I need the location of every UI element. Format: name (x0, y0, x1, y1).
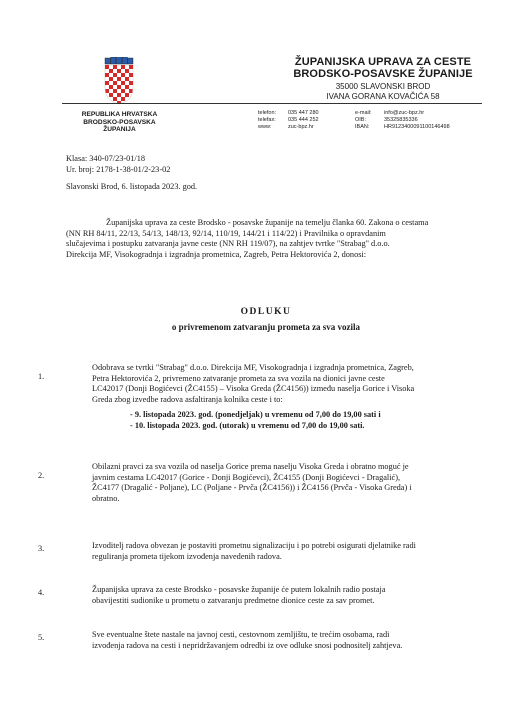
contact-values-left (288, 110, 319, 130)
item-line: obratno. (92, 493, 120, 503)
item-number: 1. (38, 372, 45, 381)
contact-label: telefax: (258, 116, 276, 123)
contact-label: IBAN: (355, 123, 370, 130)
item-number: 4. (38, 588, 45, 597)
address-line2: IVANA GORANA KOVAČIĆA 58 (326, 91, 440, 101)
closure-date-1: - 9. listopada 2023. god. (ponedjeljak) u vremenu od 7,00 do 19,00 sati i (130, 410, 381, 419)
contact-label: e-mail: (355, 110, 372, 116)
urbroj-text: Ur. broj: 2178-1-38-01/2-23-02 (66, 164, 171, 174)
intro-paragraph (66, 218, 466, 260)
contact-labels-left (258, 110, 276, 130)
item-text (92, 541, 466, 562)
croatian-coat-of-arms-icon (104, 57, 134, 105)
reference-block (66, 154, 170, 175)
contact-labels-right (355, 110, 372, 130)
item-number: 3. (38, 544, 45, 553)
item-line: obavijestiti sudionike u prometu o zatvaranju predmetne dionice ceste za sav promet. (92, 595, 375, 605)
fax-value: 035 444 252 (288, 116, 319, 123)
item-text (92, 585, 466, 606)
phone-value: 035 447 280 (288, 110, 319, 116)
item-text (92, 630, 466, 651)
klasa-text: Klasa: 340-07/23-01/18 (66, 154, 146, 163)
iban-value: HR9123400091100146498 (384, 123, 450, 130)
item-line: ŽC4177 (Dragalić - Poljane), LC (Poljane - Prvča (ŽC4156)) i ŽC4156 (Prvča - Visoka Greda) i (92, 483, 412, 493)
decision-subtitle: o privremenom zatvaranju prometa za sva vozila (171, 322, 361, 332)
item-line: Odobrava se tvrtki "Strabag" d.o.o. Direkcija MF, Visokogradnja i izgradnja prometnica, Zagreb, (92, 363, 414, 372)
intro-line: slučajevima i postupku zatvaranja javne ceste (NN RH 119/07), na zahtjev tvrtke "Strabag" d.o.o. (66, 239, 390, 249)
item-text (92, 462, 466, 504)
item-line: LC42017 (Donji Bogićevci (ŽC4155) – Visoka Greda (ŽC4156)) između naselja Gorice i Visoka (92, 384, 415, 394)
intro-line: Direkcija MF, Visokogradnja i izgradnja prometnica, Zagreb, Petra Hektorovića 2, donosi: (66, 249, 367, 259)
intro-line: (NN RH 84/11, 22/13, 54/13, 148/13, 92/14, 110/19, 144/21 i 114/22) i Pravilnika o opravdanim (66, 228, 386, 238)
address-line1: 35000 SLAVONSKI BROD (335, 82, 431, 91)
contact-label: telefon: (258, 110, 277, 116)
contact-label: www: (258, 123, 272, 130)
decision-title: ODLUKU (240, 307, 292, 317)
institution-title-line2: BRODSKO-POSAVSKE ŽUPANIJE (293, 68, 473, 80)
oib-value: 35325835336 (384, 116, 418, 123)
item-line: javnim cestama LC42017 (Gorice - Donji Bogićevci), ŽC4155 (Donji Bogićevci - Dragalić), (92, 472, 401, 482)
item-line: Obilazni pravci za sva vozila od naselja Gorice prema naselju Visoka Greda i obratno moguć je (92, 462, 409, 471)
website-link[interactable]: zuc-bpz.hr (288, 123, 314, 130)
institution-title (268, 56, 498, 80)
place-date: Slavonski Brod, 6. listopada 2023. god. (66, 182, 198, 191)
item-line: Sve eventualne štete nastale na javnoj cesti, cestovnom zemljištu, te trećim osobama, radi (92, 630, 390, 639)
intro-line: Županijska uprava za ceste Brodsko - posavske županije na temelju članka 60. Zakona o cestama (106, 218, 429, 227)
item-line: Greda zbog izvedbe radova asfaltiranja kolnika ceste i to: (92, 394, 283, 404)
item-number: 5. (38, 633, 45, 642)
issuer-block (67, 111, 172, 134)
item-line: Petra Hektorovića 2, privremeno zatvaranje prometa za sva vozila na dionici javne ceste (92, 373, 385, 383)
closure-date-2: - 10. listopada 2023. god. (utorak) u vremenu od 7,00 do 19,00 sati. (130, 421, 365, 430)
item-line: Županijska uprava za ceste Brodsko - posavske županije će putem lokalnih radio postaja (92, 585, 386, 594)
contact-values-right (384, 110, 450, 130)
item-number: 2. (38, 471, 45, 480)
item-line: Izvoditelj radova obvezan je postaviti prometnu signalizaciju i po potrebi osigurati djelatnike radi (92, 541, 416, 550)
item-line: izvođenja radova na cesti i nepridržavanjem odredbi iz ove odluke snosi podnositelj zahtjeva. (92, 640, 403, 650)
item-text (92, 363, 466, 405)
contact-label: OIB: (355, 116, 367, 123)
county-name: BRODSKO-POSAVSKA ŽUPANIJA (83, 118, 156, 134)
republic-name: REPUBLIKA HRVATSKA (81, 111, 158, 118)
institution-title-line1: ŽUPANIJSKA UPRAVA ZA CESTE (294, 56, 472, 68)
email-link[interactable]: info@zuc-bpz.hr (384, 110, 425, 116)
item-line: reguliranja prometa tijekom izvođenja navedenih radova. (92, 551, 282, 561)
header-divider (62, 103, 482, 104)
institution-address (268, 82, 498, 101)
